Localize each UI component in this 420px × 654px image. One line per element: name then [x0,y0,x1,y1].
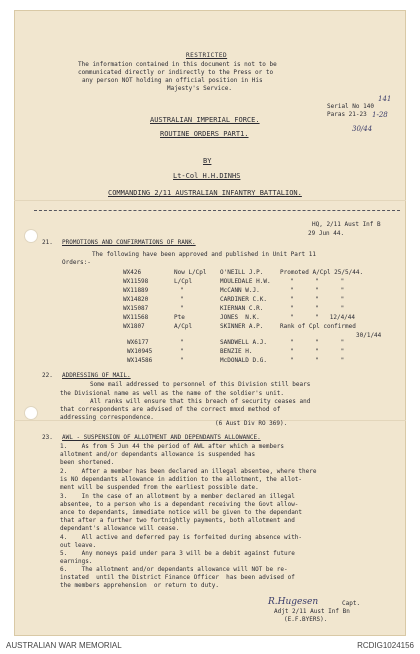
action: Promoted A/Cpl 25/5/44. [280,269,364,276]
handwritten-note: 1-28 [372,111,388,119]
signatory-role: Adjt 2/11 Aust Inf Bn [274,608,350,615]
para-heading: ADDRESSING OF MAIL. [62,372,131,379]
divider [34,210,400,211]
force-title: AUSTRALIAN IMPERIAL FORCE. [150,116,260,124]
para-text: dependant's allowance will cease. [60,525,180,532]
punch-hole [24,406,38,420]
rank: L/Cpl [174,278,193,285]
action: " " " [290,296,345,303]
service-number: WX11598 [123,278,149,285]
para-text: earnings. [60,558,93,565]
soldier-name: O'NEILL J.P. [220,269,264,276]
service-number: WX14586 [127,357,153,364]
action: " " " [290,305,345,312]
handwritten-signature: R.Hugesen [268,597,319,607]
action: " " " [290,287,345,294]
security-notice-line: Majesty's Service. [167,85,233,92]
rank: " [180,287,184,294]
para-text: the members apprehension or return to duty. [60,582,219,589]
action: " " 12/4/44 [290,314,356,321]
para-text: allotment and/or dependants allowance is suspended has [60,451,256,458]
hq-date: 29 Jun 44. [308,230,345,237]
para-text: 1. As from 5 Jun 44 the period of AWL after which a members [60,443,284,450]
para-reference: (6 Aust Div RO 369). [215,420,288,427]
soldier-name: SANDWELL A.J. [220,339,267,346]
para-text: instated until the District Finance Officer has been advised of [60,574,295,581]
para-text: is NO dependants allowance in addition to the allotment, the allot- [60,476,303,483]
signatory-name: (E.F.BYERS). [284,616,328,623]
rank: " [180,339,184,346]
command-line: COMMANDING 2/11 AUSTRALIAN INFANTRY BATTALION. [108,189,302,197]
rank: " [180,296,184,303]
para-text: 5. Any moneys paid under para 3 will be a debit against future [60,550,295,557]
para-text: 2. After a member has been declared an illegal absentee, where there [60,468,317,475]
security-notice-line: communicated directly or indirectly to the Press or to [78,69,274,76]
hq-line: HQ, 2/11 Aust Inf B [312,221,381,228]
handwritten-note: 141 [378,95,392,103]
soldier-name: CARDINER C.K. [220,296,267,303]
soldier-name: MOULEDALE H.W. [220,278,271,285]
para-number: 23. [42,434,53,441]
para-text: ment will be suspended from the earliest possible date. [60,484,259,491]
soldier-name: KIERNAN C.R. [220,305,264,312]
service-number: WX426 [123,269,142,276]
action: " " " [290,339,345,346]
rank: " [180,305,184,312]
handwritten-note: 30/44 [352,125,373,133]
service-number: WX10945 [127,348,153,355]
para-number: 21. [42,239,53,246]
service-number: WX11568 [123,314,149,321]
service-number: WX15087 [123,305,149,312]
para-text: the Divisional name as well as the name of the soldier's unit. [60,390,284,397]
para-text: 3. In the case of an allotment by a member declared an illegal [60,493,295,500]
paras-range: Paras 21-23 [327,111,367,118]
para-text: Some mail addressed to personnel of this Division still bears [90,381,311,388]
service-number: WX11889 [123,287,149,294]
para-text: Orders:- [62,259,91,266]
para-text: been shortened. [60,459,115,466]
officer-name: Lt-Col H.H.DINHS [173,172,241,180]
punch-hole [24,229,38,243]
rank: " [180,348,184,355]
service-number: WX14820 [123,296,149,303]
para-text: absentee, to a person who is a dependant receiving the Govt allow- [60,501,299,508]
rank: A/Cpl [174,323,193,330]
para-text: that after a further two fortnightly payments, both allotment and [60,517,295,524]
rank: Pte [174,314,185,321]
para-text: The following have been approved and published in Unit Part 11 [92,251,316,258]
soldier-name: McDONALD D.G. [220,357,267,364]
service-number: WX1807 [123,323,145,330]
soldier-name: JONES N.K. [220,314,260,321]
action: " " " [290,357,345,364]
para-text: ance to dependants, immediate notice will be given to the dependant [60,509,303,516]
archive-name: AUSTRALIAN WAR MEMORIAL [6,641,122,650]
signatory-rank: Capt. [342,600,361,607]
rank: " [180,357,184,364]
action: " " " [290,278,345,285]
para-text: 6. The allotment and/or dependants allowance will NOT be re- [60,566,288,573]
para-text: All ranks will ensure that this breach of security ceases and [90,398,311,405]
para-heading: PROMOTIONS AND CONFIRMATIONS OF RANK. [62,239,196,246]
action: 30/1/44 [356,332,382,339]
security-notice-line: The information contained in this document is not to be [78,61,277,68]
soldier-name: McCANN W.J. [220,287,260,294]
para-heading: AWL - SUSPENSION OF ALLOTMENT AND DEPENDANTS ALLOWANCE. [62,434,261,441]
para-text: that correspondents are advised of the correct mmxd method of [60,406,281,413]
fold-line [14,200,406,201]
soldier-name: BENZIE H. [220,348,253,355]
soldier-name: SKINNER A.P. [220,323,264,330]
rank: Now L/Cpl [174,269,207,276]
para-number: 22. [42,372,53,379]
security-notice-line: any person NOT holding an official position in His [82,77,263,84]
service-number: WX6177 [127,339,149,346]
archive-id: RCDIG1024156 [357,641,414,650]
orders-title: ROUTINE ORDERS PART1. [160,130,249,138]
serial-number: Serial No 140 [327,103,374,110]
para-text: 4. All active and deferred pay is forfeited during absence with- [60,534,303,541]
para-text: addressing correspondence. [60,414,154,421]
para-text: out leave. [60,542,97,549]
action: Rank of Cpl confirmed [280,323,356,330]
restricted-heading: RESTRICTED [186,52,228,59]
action: " " " [290,348,345,355]
by-label: BY [203,157,212,165]
